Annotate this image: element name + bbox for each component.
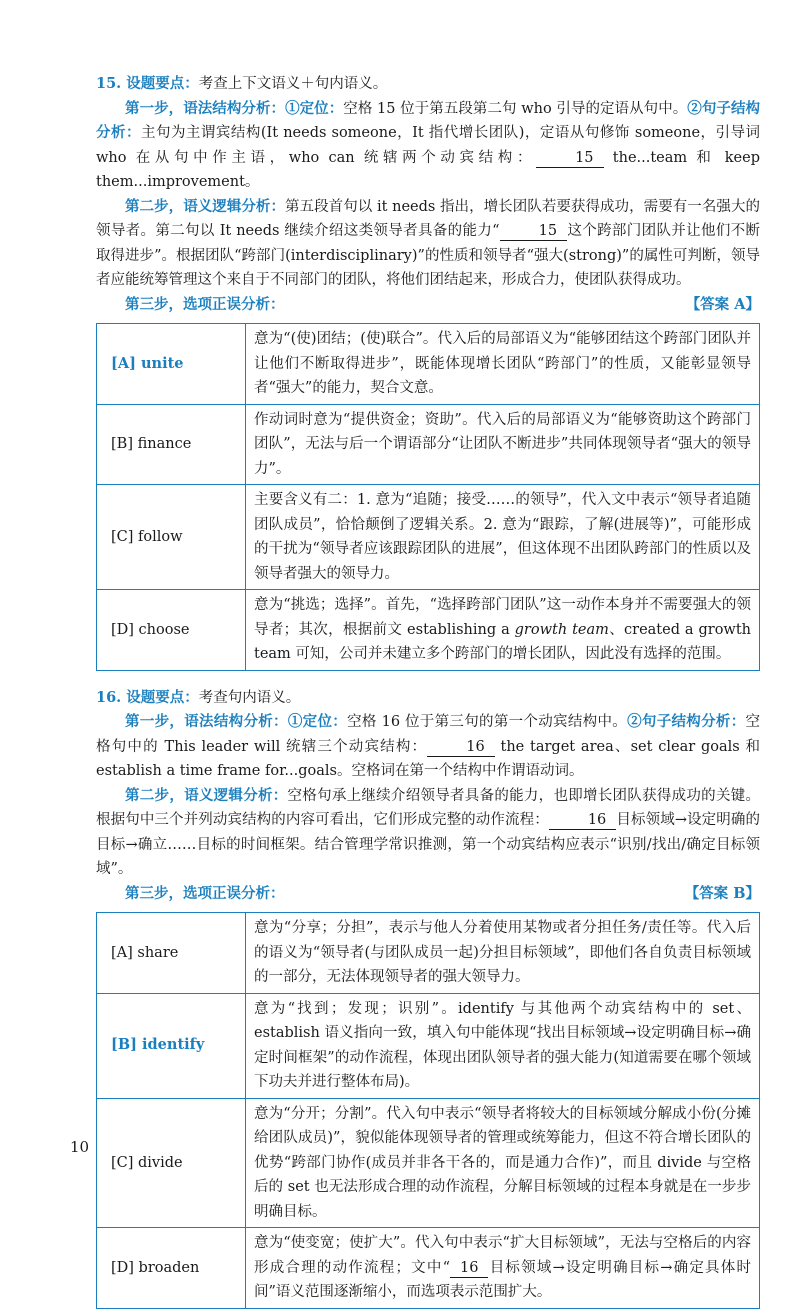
option-explanation: 作动词时意为“提供资金；资助”。代入后的局部语义为“能够资助这个跨部门团队”，无法与后一个谓语部分“让团队不断进步”共同体现领导者“强大的领导力”。 bbox=[246, 404, 760, 485]
option-label: [A] unite bbox=[97, 324, 246, 405]
table-row bbox=[97, 590, 760, 671]
option-explanation: 意为“(使)团结；(使)联合”。代入后的局部语义为“能够团结这个跨部门团队并让他们不断取得进步”，既能体现增长团队“跨部门”的性质，又能彰显领导者“强大”的能力，契合文意。 bbox=[246, 324, 760, 405]
q15-answer: 【答案 A】 bbox=[685, 295, 760, 313]
option-label: [D] broaden bbox=[97, 1228, 246, 1309]
q15-step2: 第二步，语义逻辑分析：第五段首句以 it needs 指出，增长团队若要获得成功，需要有一名强大的领导者。第二句以 It needs 继续介绍这类领导者具备的能力“ 15 这个跨部门团队并让他们不断取得进步”。根据团队“跨部门(interdisciplinary)”的性质和领导者“强大(strong)”的属性可判断，领导者应能统筹管理这个来自于不同部门的团队，将他们团结起来，形成合力，使团队获得成功。 bbox=[96, 197, 760, 288]
option-explanation: 意为“找到；发现；识别”。identify 与其他两个动宾结构中的 set、establish 语义指向一致，填入句中能体现“找出目标领域→设定明确目标→确定时间框架”的动作流程，体现出团队领导者的强大能力(知道需要在哪个领域下功夫并进行整体布局)。 bbox=[246, 993, 760, 1098]
q15-options-table bbox=[96, 323, 760, 671]
page-number: 10 bbox=[70, 1138, 90, 1156]
option-explanation: 意为“使变宽；使扩大”。代入句中表示“扩大目标领域”，无法与空格后的内容形成合理的动作流程；文中“ 16 目标领域→设定明确目标→确定具体时间”语义范围逐渐缩小，而选项表示范围扩大。 bbox=[246, 1228, 760, 1309]
q16-heading: 16. 设题要点：考查句内语义。 bbox=[96, 688, 301, 706]
option-label: [C] divide bbox=[97, 1098, 246, 1228]
page-content bbox=[96, 72, 760, 1309]
option-label: [A] share bbox=[97, 913, 246, 994]
table-row bbox=[97, 993, 760, 1098]
option-label: [B] finance bbox=[97, 404, 246, 485]
blank-15: 15 bbox=[500, 223, 567, 241]
q16-options-table bbox=[96, 912, 760, 1309]
option-explanation: 意为“分开；分割”。代入句中表示“领导者将较大的目标领域分解成小份(分摊给团队成员)”，貌似能体现领导者的管理或统筹能力，但这不符合增长团队的优势“跨部门协作(成员并非各干各的，而是通力合作)”，而且 divide 与空格后的 set 也无法形成合理的动作流程，分解目标领域的过程本身就是在一步步明确目标。 bbox=[246, 1098, 760, 1228]
table-row bbox=[97, 913, 760, 994]
q15-step3-row bbox=[96, 293, 760, 318]
blank-16: 16 bbox=[450, 1260, 488, 1278]
q16-step2: 第二步，语义逻辑分析：空格句承上继续介绍领导者具备的能力，也即增长团队获得成功的关键。根据句中三个并列动宾结构的内容可看出，它们形成完整的动作流程： 16 目标领域→设定明确的目标→确立……目标的时间框架。结合管理学常识推测，第一个动宾结构应表示“识别/找出/确定目标领域”。 bbox=[96, 786, 761, 877]
table-row bbox=[97, 324, 760, 405]
q15-step1: 第一步，语法结构分析：①定位：空格 15 位于第五段第二句 who 引导的定语从句中。②句子结构分析：主句为主谓宾结构(It needs someone，It 指代增长团队)，定语从句修饰 someone，引导词 who 在从句中作主语，who can 统辖两个动宾结构： 15 the...team 和 keep them...improvement。 bbox=[96, 99, 761, 190]
blank-16: 16 bbox=[427, 739, 494, 757]
q15-step3-title: 第三步，选项正误分析： bbox=[125, 295, 285, 313]
q16-answer: 【答案 B】 bbox=[684, 884, 760, 902]
q16-step3-row bbox=[96, 882, 760, 907]
blank-16: 16 bbox=[549, 812, 616, 830]
table-row bbox=[97, 1098, 760, 1228]
table-row bbox=[97, 485, 760, 590]
option-explanation: 主要含义有二：1. 意为“追随；接受……的领导”，代入文中表示“领导者追随团队成员”，恰恰颠倒了逻辑关系。2. 意为“跟踪，了解(进展等)”，可能形成的干扰为“领导者应该跟踪团队的进展”，但这体现不出团队跨部门的性质以及领导者强大的领导力。 bbox=[246, 485, 760, 590]
q15-heading: 15. 设题要点：考查上下文语义＋句内语义。 bbox=[96, 75, 388, 92]
q16-step1: 第一步，语法结构分析：①定位：空格 16 位于第三句的第一个动宾结构中。②句子结构分析：空格句中的 This leader will 统辖三个动宾结构： 16 the target area、set clear goals 和 establish a time frame for...goals。空格词在第一个结构中作谓语动词。 bbox=[96, 713, 761, 779]
table-row bbox=[97, 404, 760, 485]
option-explanation: 意为“挑选；选择”。首先，“选择跨部门团队”这一动作本身并不需要强大的领导者；其次，根据前文 establishing a growth team、created a growth team 可知，公司并未建立多个跨部门的增长团队，因此没有选择的范围。 bbox=[246, 590, 760, 671]
q16-step3-title: 第三步，选项正误分析： bbox=[125, 884, 285, 902]
option-label: [B] identify bbox=[97, 993, 246, 1098]
option-label: [C] follow bbox=[97, 485, 246, 590]
blank-15: 15 bbox=[536, 150, 603, 168]
option-label: [D] choose bbox=[97, 590, 246, 671]
table-row bbox=[97, 1228, 760, 1309]
option-explanation: 意为“分享；分担”，表示与他人分着使用某物或者分担任务/责任等。代入后的语义为“领导者(与团队成员一起)分担目标领域”，即他们各自负责目标领域的一部分，无法体现领导者的强大领导力。 bbox=[246, 913, 760, 994]
